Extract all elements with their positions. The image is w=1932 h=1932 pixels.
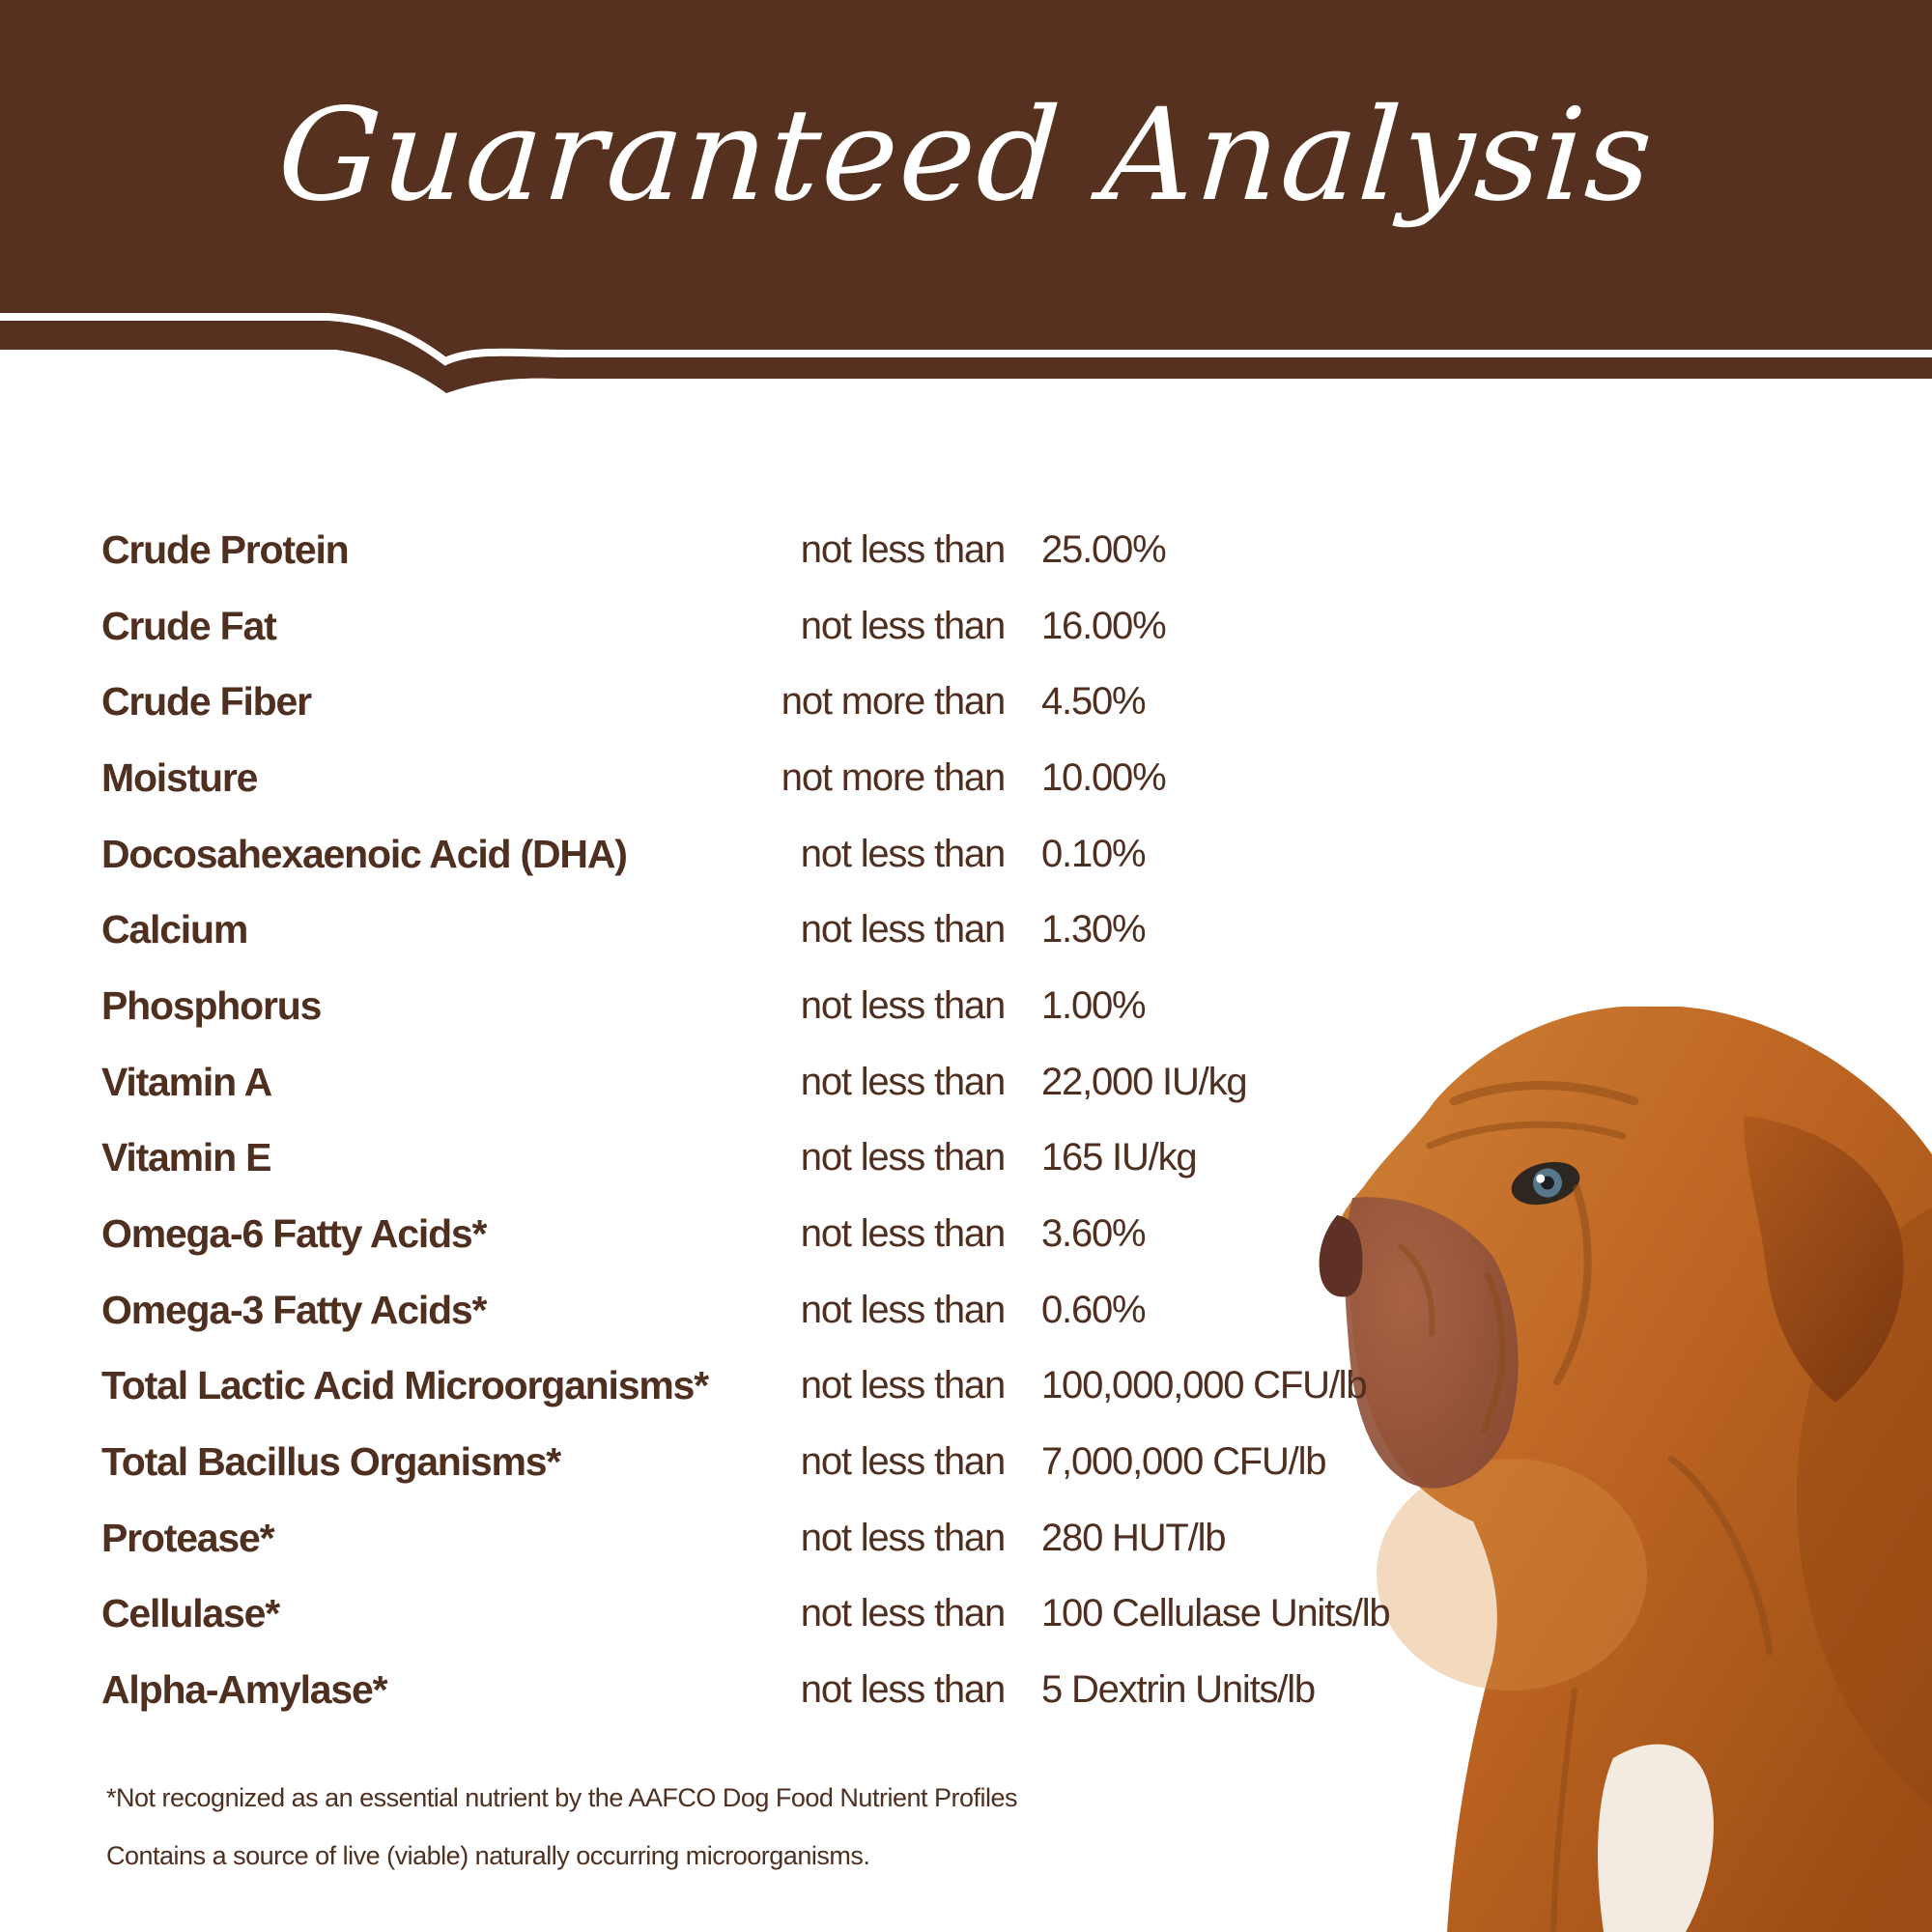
nutrient-condition: not less than bbox=[800, 527, 1005, 571]
nutrient-name: Crude Protein bbox=[101, 526, 349, 572]
nutrient-condition: not less than bbox=[800, 604, 1005, 647]
nutrient-value: 100,000,000 CFU/lb bbox=[1041, 1364, 1367, 1407]
nutrient-name: Vitamin E bbox=[101, 1135, 271, 1180]
table-row bbox=[101, 588, 1550, 665]
nutrient-condition: not less than bbox=[800, 1060, 1005, 1103]
nutrient-name: Crude Fiber bbox=[101, 679, 311, 724]
nutrient-condition: not less than bbox=[800, 1136, 1005, 1179]
nutrient-name: Omega-3 Fatty Acids* bbox=[101, 1287, 487, 1332]
nutrient-value: 25.00% bbox=[1041, 527, 1166, 571]
nutrient-value: 0.10% bbox=[1041, 832, 1146, 875]
nutrient-value: 165 IU/kg bbox=[1041, 1136, 1197, 1179]
nutrient-name: Total Bacillus Organisms* bbox=[101, 1439, 561, 1485]
nutrient-value: 280 HUT/lb bbox=[1041, 1516, 1226, 1559]
nutrient-name: Calcium bbox=[101, 907, 248, 952]
table-row bbox=[101, 1196, 1550, 1272]
nutrient-name: Alpha-Amylase* bbox=[101, 1667, 387, 1713]
table-row bbox=[101, 1121, 1550, 1197]
nutrient-condition: not less than bbox=[800, 1440, 1005, 1484]
table-row bbox=[101, 512, 1550, 588]
nutrient-value: 16.00% bbox=[1041, 604, 1166, 647]
table-row bbox=[101, 740, 1550, 816]
footnotes bbox=[106, 1785, 1017, 1869]
nutrient-condition: not less than bbox=[800, 832, 1005, 875]
table-row bbox=[101, 1272, 1550, 1349]
nutrient-name: Crude Fat bbox=[101, 603, 276, 648]
table-row bbox=[101, 892, 1550, 968]
nutrient-condition: not less than bbox=[800, 1668, 1005, 1712]
nutrient-value: 5 Dextrin Units/lb bbox=[1041, 1668, 1315, 1712]
nutrient-name: Protease* bbox=[101, 1515, 274, 1560]
nutrient-condition: not less than bbox=[800, 1288, 1005, 1331]
table-row bbox=[101, 968, 1550, 1044]
nutrient-name: Docosahexaenoic Acid (DHA) bbox=[101, 831, 627, 876]
table-row bbox=[101, 816, 1550, 893]
table-row bbox=[101, 1500, 1550, 1577]
table-row bbox=[101, 1577, 1550, 1653]
nutrient-value: 1.00% bbox=[1041, 983, 1146, 1027]
nutrient-name: Total Lactic Acid Microorganisms* bbox=[101, 1363, 708, 1408]
table-row bbox=[101, 1652, 1550, 1728]
nutrient-condition: not less than bbox=[800, 1592, 1005, 1635]
footnote-microorganisms: Contains a source of live (viable) naturally occurring microorganisms. bbox=[106, 1841, 870, 1870]
nutrient-condition: not less than bbox=[800, 1516, 1005, 1559]
nutrient-value: 1.30% bbox=[1041, 908, 1146, 952]
nutrient-name: Omega-6 Fatty Acids* bbox=[101, 1211, 487, 1257]
analysis-table bbox=[101, 512, 1550, 1728]
table-row bbox=[101, 664, 1550, 740]
dog-chest-patch bbox=[1598, 1745, 1714, 1932]
nutrient-condition: not less than bbox=[800, 1212, 1005, 1256]
nutrient-name: Vitamin A bbox=[101, 1059, 272, 1104]
nutrient-condition: not less than bbox=[800, 983, 1005, 1027]
nutrient-condition: not more than bbox=[781, 755, 1005, 799]
nutrient-name: Moisture bbox=[101, 754, 258, 800]
nutrient-value: 7,000,000 CFU/lb bbox=[1041, 1440, 1326, 1484]
nutrient-condition: not more than bbox=[781, 680, 1005, 724]
nutrient-value: 22,000 IU/kg bbox=[1041, 1060, 1247, 1103]
nutrient-value: 3.60% bbox=[1041, 1212, 1146, 1256]
nutrient-value: 4.50% bbox=[1041, 680, 1146, 724]
nutrient-condition: not less than bbox=[800, 908, 1005, 952]
nutrient-name: Phosphorus bbox=[101, 982, 322, 1028]
footnote-aafco: *Not recognized as an essential nutrient by the AAFCO Dog Food Nutrient Profiles bbox=[106, 1783, 1018, 1812]
nutrient-value: 10.00% bbox=[1041, 755, 1166, 799]
nutrient-name: Cellulase* bbox=[101, 1591, 279, 1636]
table-row bbox=[101, 1349, 1550, 1425]
nutrient-value: 0.60% bbox=[1041, 1288, 1146, 1331]
table-row bbox=[101, 1424, 1550, 1500]
nutrient-value: 100 Cellulase Units/lb bbox=[1041, 1592, 1390, 1635]
page-title: Guaranteed Analysis bbox=[272, 81, 1659, 230]
nutrient-condition: not less than bbox=[800, 1364, 1005, 1407]
table-row bbox=[101, 1044, 1550, 1121]
